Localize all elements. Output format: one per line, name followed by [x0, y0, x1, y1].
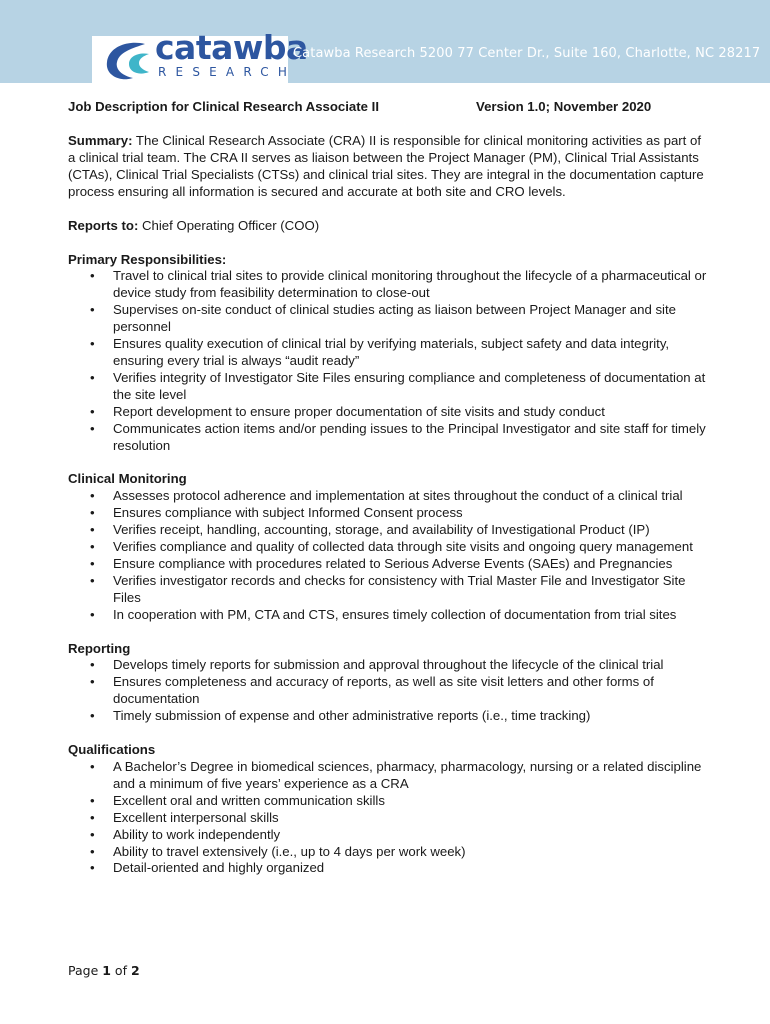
bullet-list [68, 657, 708, 725]
list-item: • Verifies integrity of Investigator Site Files ensuring compliance and completeness of documentation at the site level [113, 370, 708, 404]
section-reporting [68, 641, 708, 726]
page-total: 2 [130, 963, 140, 978]
logo-subtitle: RESEARCH [158, 65, 297, 79]
list-item: • Verifies receipt, handling, accounting, storage, and availability of Investigational Product (IP) [113, 522, 708, 539]
list-item: • Ability to travel extensively (i.e., up to 4 days per work week) [113, 844, 708, 861]
list-item: • Detail-oriented and highly organized [113, 860, 708, 877]
list-item: • Excellent interpersonal skills [113, 810, 708, 827]
list-item: • Assesses protocol adherence and implementation at sites throughout the conduct of a clinical trial [113, 488, 708, 505]
section-title: Clinical Monitoring [68, 471, 187, 487]
catawba-logo-icon [99, 38, 155, 84]
list-item: • Ensures completeness and accuracy of reports, as well as site visit letters and other forms of documentation [113, 674, 708, 708]
reports-to-label: Reports to: [68, 217, 139, 233]
title-row [68, 99, 708, 116]
page-word: Page [68, 963, 103, 978]
list-item: • Verifies investigator records and checks for consistency with Trial Master File and Investigator Site Files [113, 573, 708, 607]
bullet-list [68, 488, 708, 623]
summary-text: The Clinical Research Associate (CRA) II is responsible for clinical monitoring activities as part of a clinical trial team. The CRA II serves as liaison between the Project Manager (PM), Clinical Trial Assistants (CTAs), Clinical Trial Specialists (CTSs) and clinical trial sites. They are integral in the documentation capture process ensuring all information is secured and accurate at both site and CRO levels. [68, 133, 704, 199]
page-current: 1 [102, 963, 111, 978]
reports-to [68, 218, 708, 235]
list-item: • Ensures compliance with subject Informed Consent process [113, 505, 708, 522]
job-title: Job Description for Clinical Research Associate II [68, 99, 379, 114]
bullet-list [68, 759, 708, 877]
reports-to-text: Chief Operating Officer (COO) [138, 217, 320, 233]
document-body [68, 99, 708, 877]
list-item: • Ability to work independently [113, 827, 708, 844]
list-item: • Ensures quality execution of clinical trial by verifying materials, subject safety and data integrity, ensuring every trial is always “audit ready” [113, 336, 708, 370]
list-item: • Verifies compliance and quality of collected data through site visits and ongoing query management [113, 539, 708, 556]
list-item: • Supervises on-site conduct of clinical studies acting as liaison between Project Manager and site personnel [113, 302, 708, 336]
list-item: • Ensure compliance with procedures related to Serious Adverse Events (SAEs) and Pregnancies [113, 556, 708, 573]
list-item: • A Bachelor’s Degree in biomedical sciences, pharmacy, pharmacology, nursing or a related discipline and a minimum of five years’ experience as a CRA [113, 759, 708, 793]
list-item: • Develops timely reports for submission and approval throughout the lifecycle of the clinical trial [113, 657, 708, 674]
list-item: • Excellent oral and written communication skills [113, 793, 708, 810]
list-item: • Timely submission of expense and other administrative reports (i.e., time tracking) [113, 708, 708, 725]
page-footer [68, 963, 140, 978]
version-label: Version 1.0; November 2020 [476, 99, 652, 114]
section-title: Primary Responsibilities: [68, 251, 227, 267]
list-item: • Communicates action items and/or pending issues to the Principal Investigator and site staff for timely resolution [113, 421, 708, 455]
summary-label: Summary: [68, 133, 133, 148]
list-item: • Travel to clinical trial sites to provide clinical monitoring throughout the lifecycle of a pharmaceutical or device study from feasibility determination to close-out [113, 268, 708, 302]
header-address: Catawba Research 5200 77 Center Dr., Suite 160, Charlotte, NC 28217 [293, 46, 761, 61]
logo-wordmark: catawba [155, 28, 308, 67]
section-title: Qualifications [68, 742, 156, 758]
section-clinical-monitoring [68, 471, 708, 623]
summary-paragraph [68, 133, 708, 201]
of-word: of [110, 963, 131, 978]
section-primary-responsibilities [68, 252, 708, 455]
list-item: • In cooperation with PM, CTA and CTS, ensures timely collection of documentation from trial sites [113, 607, 708, 624]
section-title: Reporting [68, 640, 131, 656]
section-qualifications [68, 742, 708, 877]
list-item: • Report development to ensure proper documentation of site visits and study conduct [113, 404, 708, 421]
bullet-list [68, 268, 708, 454]
